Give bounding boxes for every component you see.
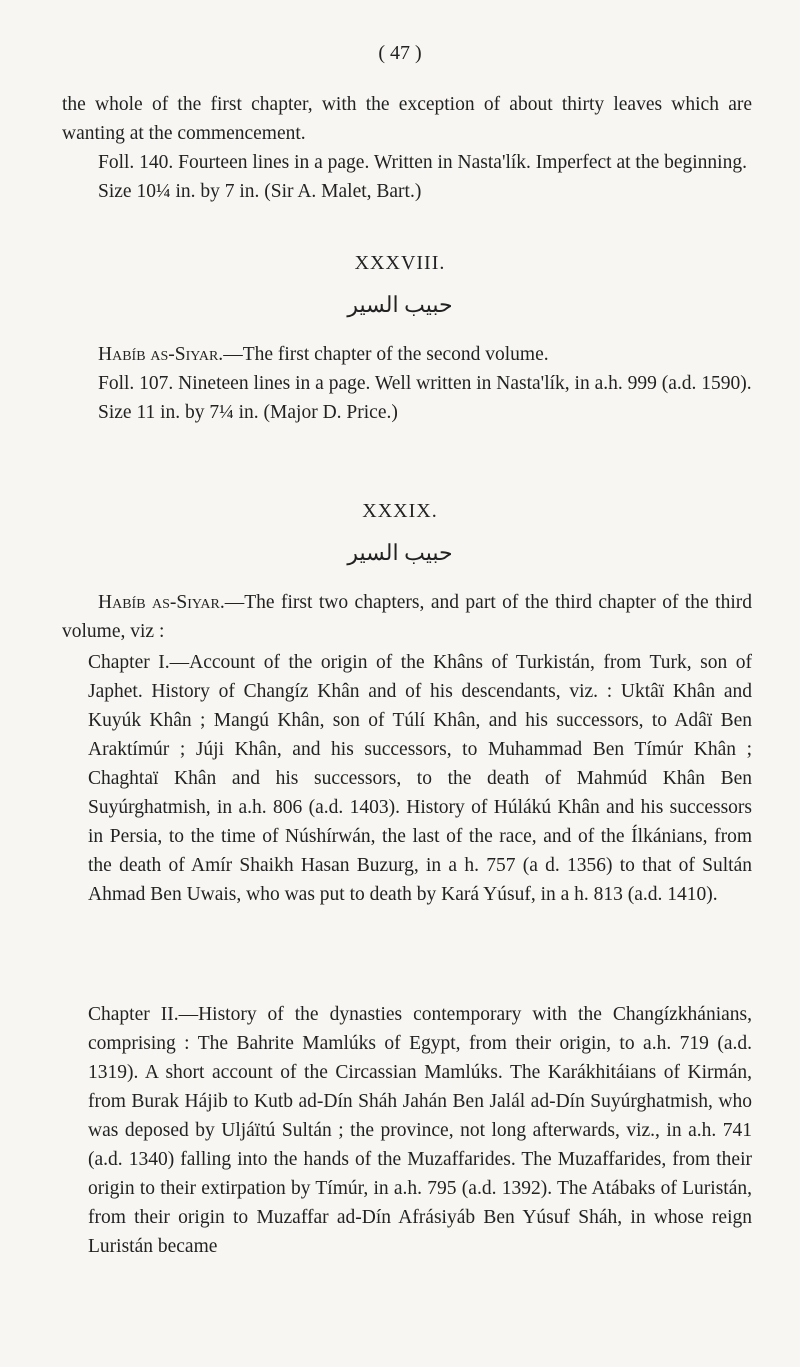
intro-line-2: Foll. 140. Fourteen lines in a page. Written in Nasta'lík. Imperfect at the beginning. bbox=[98, 152, 747, 173]
entry-38-line-3: Size 11 in. by 7¼ in. (Major D. Price.) bbox=[98, 402, 398, 423]
entry-39-chapter-2 bbox=[88, 1000, 752, 1261]
chapter-2-text: Chapter II.—History of the dynasties contemporary with the Changízkhánians, comprising : The Bahrite Mamlúks of Egypt, from their origin, to a.h. 719 (a.d. 1319). A short account of the Circassian Mamlúks. The Karákhitáians of Kirmán, from Burak Hájib to Kutb ad-Dín Sháh Jahán Ben Jalál ad-Dín Suyúrghatmish, who was deposed by Uljáïtú Sultán ; the province, not long afterwards, viz., in a.h. 741 (a.d. 1340) falling into the hands of the Muzaffarides. The Muzaffarides, from their origin to their extirpation by Tímúr, in a.h. 795 (a.d. 1392). The Atábaks of Luristán, from their origin to Muzaffar ad-Dín Afrásiyáb Ben Yúsuf Sháh, in whose reign Luristán became bbox=[88, 1004, 752, 1257]
entry-39-arabic-title: حبيب السير bbox=[347, 540, 453, 565]
intro-block bbox=[62, 90, 752, 206]
entry-38-title: Habíb as-Siyar. bbox=[98, 344, 224, 365]
entry-38-desc: —The first chapter of the second volume. bbox=[223, 344, 549, 365]
entry-39-number: XXXIX. bbox=[362, 500, 438, 522]
intro-line-1: the whole of the first chapter, with the exception of about thirty leaves which are wanting at the commencement. bbox=[62, 94, 752, 144]
intro-line-3: Size 10¼ in. by 7 in. (Sir A. Malet, Bart.) bbox=[98, 181, 422, 202]
entry-39-desc: —The first two chapters, and part of the third chapter of the third volume, viz : bbox=[62, 592, 752, 642]
entry-39-heading-line bbox=[62, 588, 752, 646]
entry-38-block bbox=[62, 340, 752, 427]
entry-38-heading-line bbox=[62, 340, 752, 369]
entry-38-line-2: Foll. 107. Nineteen lines in a page. Well written in Nasta'lík, in a.h. 999 (a.d. 1590). bbox=[98, 373, 752, 394]
entry-39-intro bbox=[62, 588, 752, 646]
chapter-1-text: Chapter I.—Account of the origin of the Khâns of Turkistán, from Turk, son of Japhet. History of Changíz Khân and of his descendants, viz. : Uktâï Khân and Kuyúk Khân ; Mangú Khân, son of Túlí Khân, and his successors, to Adâï Ben Araktímúr ; Júji Khân, and his successors, to Muhammad Ben Tímúr Khân ; Chaghtaï Khân and his successors, to the death of Mahmúd Khân Ben Suyúrghatmish, in a.h. 806 (a.d. 1403). History of Húlákú Khân and his successors in Persia, to the time of Núshírwán, the last of the race, and of the Ílkánians, from the death of Amír Shaikh Hasan Buzurg, in a h. 757 (a d. 1356) to that of Sultán Ahmad Ben Uwais, who was put to death by Kará Yúsuf, in a h. 813 (a.d. 1410). bbox=[88, 652, 752, 905]
page-number: ( 47 ) bbox=[378, 42, 422, 64]
entry-38-number: XXXVIII. bbox=[354, 252, 446, 274]
entry-39-title: Habíb as-Siyar. bbox=[98, 592, 225, 613]
entry-39-chapter-1 bbox=[88, 648, 752, 909]
entry-38-arabic-title: حبيب السير bbox=[347, 292, 453, 317]
